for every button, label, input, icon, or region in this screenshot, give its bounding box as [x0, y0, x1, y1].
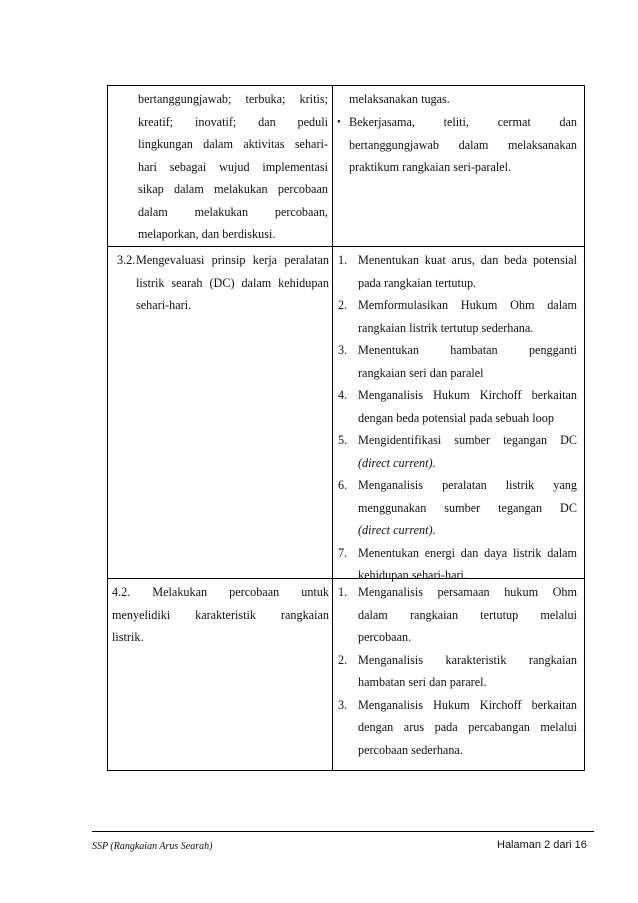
word: berkaitan	[531, 388, 577, 402]
word: melalui	[540, 607, 577, 622]
kd-text-line	[112, 607, 329, 623]
footer-rule	[92, 831, 594, 832]
word: listrik	[136, 275, 165, 290]
word: Menganalisis	[358, 697, 423, 712]
indicator-text-line	[358, 432, 577, 448]
word: DC	[560, 500, 577, 515]
indicator-number: 1.	[338, 585, 348, 599]
word: daya	[484, 545, 508, 560]
word: cermat	[497, 115, 531, 129]
word: tegangan	[503, 433, 548, 447]
word: listrik	[505, 478, 535, 492]
word: rangkaian	[410, 607, 459, 622]
word: melakukan	[214, 182, 268, 196]
word: arus,	[451, 253, 475, 267]
table-row-divider	[107, 578, 585, 579]
word: dalam	[174, 182, 204, 196]
word: 4.2.	[112, 585, 131, 599]
word: hukum	[504, 585, 539, 599]
attitude-text-line	[138, 159, 328, 175]
kd-text-line	[136, 252, 329, 268]
word: Mengidentifikasi	[358, 433, 442, 447]
word: melaksanakan	[507, 137, 577, 152]
indicator-text-line	[358, 719, 577, 735]
indicator-text-line	[358, 697, 577, 713]
word: hambatan	[450, 343, 498, 357]
word: Hukum	[460, 298, 498, 312]
word: dalam	[358, 607, 388, 622]
attitude-text-line	[138, 136, 328, 152]
word: lingkungan	[138, 137, 193, 151]
kd-text-line	[136, 275, 329, 291]
word: dan	[559, 115, 577, 129]
word: terbuka;	[245, 92, 286, 106]
indicator-text-line	[358, 584, 577, 600]
footer-page-number: Halaman 2 dari 16	[497, 839, 587, 851]
bullet-text-line	[349, 114, 577, 130]
kd-number: 3.2.	[117, 253, 136, 267]
indicator-text-line	[358, 297, 577, 313]
word: sumber	[444, 500, 481, 515]
word: Ohm	[510, 298, 535, 312]
word: peralatan	[284, 253, 329, 267]
word: inovatif;	[195, 114, 237, 129]
word: rangkaian	[528, 652, 577, 667]
indicator-number: 2.	[338, 652, 348, 667]
indicator-text-line	[358, 387, 577, 403]
word: Menentukan	[358, 343, 419, 357]
word: Melakukan	[152, 585, 208, 599]
word: dalam	[547, 298, 577, 312]
word: karakteristik	[445, 652, 507, 667]
word: Menganalisis	[358, 478, 423, 492]
word: dalam	[138, 204, 168, 219]
indicator-text-line	[358, 342, 577, 358]
word: percobaan	[229, 585, 280, 599]
word: listrik	[512, 545, 542, 560]
indicator-number: 3.	[338, 697, 348, 712]
attitude-text-line	[138, 204, 328, 220]
bullet-icon: •	[337, 116, 341, 128]
word: pengganti	[528, 343, 577, 357]
word: dan	[480, 253, 499, 267]
word: sebagai	[169, 159, 207, 174]
word: dan	[258, 114, 276, 129]
attitude-text-line	[138, 91, 328, 107]
word: bertanggungjawab	[349, 137, 440, 152]
table-column-divider	[332, 85, 333, 771]
word: percobaan	[277, 182, 328, 196]
word: Mengevaluasi	[136, 253, 205, 267]
word: (DC)	[209, 275, 235, 290]
word: energi	[424, 545, 455, 560]
word: menggunakan	[358, 500, 427, 515]
indicator-text-line	[358, 477, 577, 493]
word: sumber	[454, 433, 491, 447]
word: potensial	[532, 253, 577, 267]
word: wujud	[219, 159, 250, 174]
indicator-text-line: kehidupan sehari-hari.	[358, 568, 467, 582]
word: karakteristik	[195, 607, 257, 622]
word: percabangan	[468, 720, 530, 734]
word: Menganalisis	[358, 585, 423, 599]
word: Menentukan	[358, 253, 419, 267]
word: peduli	[297, 114, 328, 129]
indicator-text-line: (direct current).	[358, 523, 436, 537]
word: Menentukan	[358, 545, 419, 560]
bullet-text-line: praktikum rangkaian seri-paralel.	[349, 160, 512, 174]
word: dalam	[547, 545, 577, 560]
word: Hukum	[433, 388, 470, 402]
word: implementasi	[262, 159, 328, 174]
kd-text-line	[112, 584, 329, 600]
indicator-text-line: percobaan sederhana.	[358, 742, 463, 757]
word: teliti,	[443, 115, 469, 129]
word: Menganalisis	[358, 652, 423, 667]
word: kuat	[424, 253, 446, 267]
footer-document-title: SSP (Rangkaian Arus Searah)	[92, 841, 213, 852]
kd-text-line: listrik.	[112, 630, 144, 644]
word: kerja	[252, 253, 278, 267]
word: persamaan	[437, 585, 490, 599]
word: melalui	[540, 720, 577, 734]
word: bertanggungjawab;	[138, 92, 232, 106]
indicator-number: 4.	[338, 388, 348, 402]
word: tertutup	[480, 607, 519, 622]
word: dengan	[358, 720, 394, 734]
indicator-number: 3.	[338, 343, 348, 357]
table-row-divider	[107, 246, 585, 247]
word: berkaitan	[531, 697, 577, 712]
indicator-number: 6.	[338, 478, 348, 492]
word: peralatan	[442, 478, 487, 492]
word: rangkaian	[280, 607, 329, 622]
attitude-text-line	[138, 181, 328, 197]
word: arus	[403, 720, 425, 734]
word: yang	[553, 478, 577, 492]
word: menyelidiki	[112, 607, 171, 622]
indicator-text-line: hambatan seri dan pararel.	[358, 675, 487, 689]
indicator-text-line: pada rangkaian tertutup.	[358, 275, 477, 290]
indicator-number: 1.	[338, 253, 348, 267]
word: Kirchoff	[479, 697, 522, 712]
word: Memformulasikan	[358, 298, 449, 312]
word: kreatif;	[138, 114, 174, 129]
indicator-number: 7.	[338, 545, 348, 560]
attitude-text-line	[138, 114, 328, 130]
word: Menganalisis	[358, 388, 423, 402]
indicator-number: 5.	[338, 433, 348, 447]
word: Hukum	[433, 697, 470, 712]
indicator-text-line: dengan beda potensial pada sebuah loop	[358, 410, 554, 425]
word: kehidupan	[278, 275, 329, 290]
word: hari	[138, 159, 157, 174]
word: Kirchoff	[479, 388, 522, 402]
word: dalam	[241, 275, 272, 290]
word: tegangan	[498, 500, 543, 515]
word: dalam	[458, 137, 489, 152]
indicator-text-line	[358, 500, 577, 516]
bullet-text-line	[349, 137, 577, 153]
kd-text-line: sehari-hari.	[136, 298, 192, 312]
indicator-text-line	[358, 607, 577, 623]
word: prinsip	[211, 253, 246, 267]
word: kritis;	[299, 92, 328, 106]
indicator-text-line: rangkaian listrik tertutup sederhana.	[358, 320, 534, 335]
indicator-text-line: percobaan.	[358, 630, 412, 644]
word: beda	[504, 253, 528, 267]
word: melakukan	[194, 204, 249, 219]
word: percobaan,	[274, 204, 328, 219]
word: dalam	[203, 137, 233, 151]
indicator-text-line: rangkaian seri dan paralel	[358, 365, 484, 380]
word: DC	[560, 433, 577, 447]
indicator-number: 2.	[338, 298, 348, 312]
indicator-text-line: (direct current).	[358, 455, 436, 470]
attitude-text-line: melaksanakan tugas.	[349, 92, 450, 106]
word: untuk	[301, 585, 329, 599]
word: sikap	[138, 182, 164, 196]
indicator-text-line	[358, 252, 577, 268]
indicator-text-line	[358, 652, 577, 668]
attitude-text-line: melaporkan, dan berdiskusi.	[138, 227, 276, 241]
word: searah	[171, 275, 203, 290]
word: sehari-	[294, 137, 328, 151]
word: dan	[460, 545, 479, 560]
word: aktivitas	[243, 137, 285, 151]
word: pada	[434, 720, 458, 734]
indicator-text-line	[358, 545, 577, 561]
word: Ohm	[552, 585, 577, 599]
word: Bekerjasama,	[349, 115, 415, 129]
